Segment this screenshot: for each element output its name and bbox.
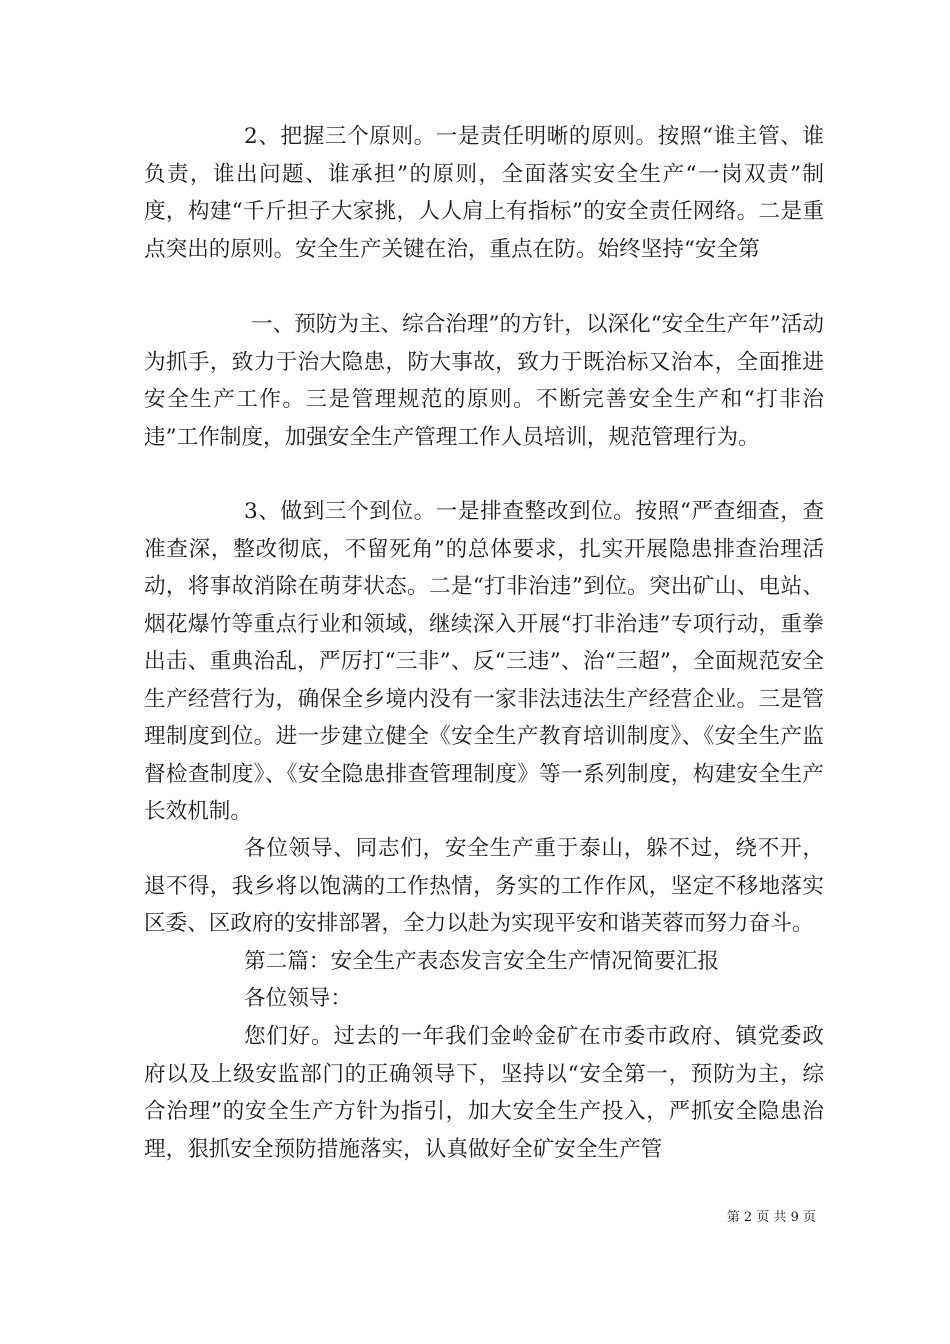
paragraph-prevention: 一、预防为主、综合治理”的方针，以深化“安全生产年”活动为抓手，致力于治大隐患，防大事故，致力于既治标又治本，全面推进安全生产工作。三是管理规范的原则。不断完善安全生产和“打非治违”工作制度，加强安全生产管理工作人员培训，规范管理行为。	[144, 312, 824, 450]
section-heading: 第二篇：安全生产表态发言安全生产情况简要汇报	[244, 949, 720, 974]
salutation: 各位领导：	[244, 986, 352, 1011]
paragraph-principles: 2、把握三个原则。一是责任明晰的原则。按照“谁主管、谁负责，谁出问题、谁承担”的原则，全面落实安全生产“一岗双责”制度，构建“千斤担子大家挑，人人肩上有指标”的安全责任网络。二是重点突出的原则。安全生产关键在治，重点在防。始终坚持“安全第	[144, 124, 824, 262]
paragraph-three-in-place: 3、做到三个到位。一是排查整改到位。按照“严查细查，查准查深，整改彻底，不留死角”的总体要求，扎实开展隐患排查治理活动，将事故消除在萌芽状态。二是“打非治违”到位。突出矿山、电站、烟花爆竹等重点行业和领域，继续深入开展“打非治违”专项行动，重拳出击、重典治乱，严厉打“三非”、反“三违”、治“三超”，全面规范安全生产经营行为，确保全乡境内没有一家非法违法生产经营企业。三是管理制度到位。进一步建立健全《安全生产教育培训制度》、《安全生产监督检查制度》、《安全隐患排查管理制度》等一系列制度，构建安全生产长效机制。	[144, 499, 824, 824]
page-number: 第 2 页 共 9 页	[726, 1210, 816, 1225]
paragraph-closing-remarks: 各位领导、同志们，安全生产重于泰山，躲不过，绕不开，退不得，我乡将以饱满的工作热情，务实的工作作风，坚定不移地落实区委、区政府的安排部署，全力以赴为实现平安和谐芙蓉而努力奋斗。	[144, 836, 824, 936]
paragraph-report-opening: 您们好。过去的一年我们金岭金矿在市委市政府、镇党委政府以及上级安监部门的正确领导下，坚持以“安全第一，预防为主，综合治理”的安全生产方针为指引，加大安全生产投入，严抓安全隐患治理，狠抓安全预防措施落实，认真做好全矿安全生产管	[144, 1024, 824, 1162]
